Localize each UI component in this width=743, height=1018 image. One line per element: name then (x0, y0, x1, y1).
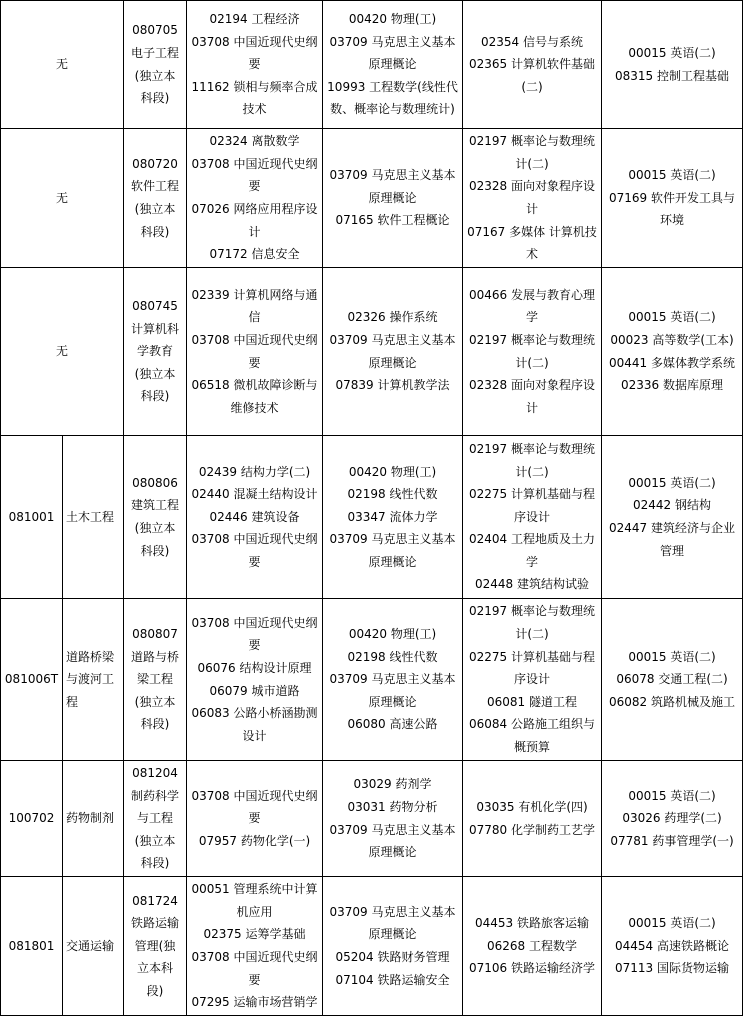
course-item: 03708 中国近现代史纲要 (191, 532, 318, 569)
new-major-code: 081724 (132, 893, 178, 908)
course-cell-3 (463, 599, 602, 761)
course-item: 02197 概率论与数理统计(二) (469, 441, 596, 479)
new-major-code: 080807 (132, 627, 178, 642)
course-cell-1 (187, 877, 323, 1016)
course-item: 02375 运筹学基础 (203, 927, 306, 942)
new-major-cell (124, 129, 187, 268)
table-body (1, 1, 743, 1016)
new-major-code: 080720 (132, 156, 178, 171)
course-item: 03026 药理学(二) (622, 811, 722, 826)
course-cell-1 (187, 1, 323, 129)
major-name-cell (63, 761, 124, 877)
course-item: 03035 有机化学(四) (476, 799, 588, 814)
course-item: 07169 软件开发工具与环境 (609, 190, 736, 228)
prereq-text: 无 (56, 57, 69, 72)
course-item: 03709 马克思主义基本原理概论 (329, 532, 456, 569)
course-cell-2 (323, 599, 463, 761)
new-major-name: 软件工程 (独立本 科段) (131, 179, 180, 239)
course-item: 03347 流体力学 (347, 509, 438, 524)
course-item: 03708 中国近现代史纲要 (191, 788, 318, 826)
new-major-code: 080705 (132, 23, 178, 38)
course-item: 02275 计算机基础与程序设计 (469, 649, 596, 687)
course-item: 03031 药物分析 (347, 799, 438, 814)
course-item: 07167 多媒体 计算机技术 (467, 224, 597, 262)
course-item: 00051 管理系统中计算机应用 (191, 882, 318, 919)
course-item: 07165 软件工程概论 (335, 213, 450, 228)
new-major-cell (124, 268, 187, 436)
course-item: 04454 高速铁路概论 (615, 938, 730, 953)
table-row (1, 268, 743, 436)
course-item: 03709 马克思主义基本原理概论 (329, 34, 456, 72)
table-row (1, 761, 743, 877)
course-item: 00420 物理(工) (348, 464, 437, 479)
major-name-cell (63, 599, 124, 761)
new-major-code: 080806 (132, 475, 178, 490)
course-item: 06268 工程数学 (487, 938, 578, 953)
course-cell-4 (602, 129, 743, 268)
course-cell-2 (323, 268, 463, 436)
course-item: 00015 英语(二) (628, 310, 716, 325)
course-item: 02442 钢结构 (633, 498, 712, 513)
course-cell-3 (463, 761, 602, 877)
course-item: 00023 高等数学(工本) (610, 332, 734, 347)
course-item: 02439 结构力学(二) (198, 464, 311, 479)
course-item: 06084 公路施工组织与概预算 (469, 717, 596, 754)
course-cell-3 (463, 436, 602, 599)
course-item: 02440 混凝土结构设计 (191, 487, 318, 502)
new-major-code: 080745 (132, 299, 178, 314)
table-row (1, 436, 743, 599)
new-major-name: 铁路运输 管理(独 立本科 段) (131, 916, 180, 998)
course-cell-1 (187, 761, 323, 877)
course-cell-1 (187, 129, 323, 268)
course-item: 02198 线性代数 (347, 487, 438, 502)
course-item: 06082 筑路机械及施工 (609, 694, 736, 709)
course-item: 02354 信号与系统 (481, 34, 584, 49)
course-item: 07106 铁路运输经济学 (469, 961, 596, 976)
course-item: 07839 计算机教学法 (335, 378, 450, 393)
course-cell-2 (323, 761, 463, 877)
course-item: 02198 线性代数 (347, 649, 438, 664)
old-major-code: 081801 (8, 938, 55, 953)
course-item: 07026 网络应用程序设计 (191, 202, 318, 239)
old-major-code: 081006T (4, 672, 59, 687)
course-item: 00015 英语(二) (628, 788, 716, 803)
course-item: 00015 英语(二) (628, 916, 716, 931)
table-row (1, 1, 743, 129)
course-item: 07780 化学制药工艺学 (469, 822, 596, 837)
course-item: 02324 离散数学 (209, 134, 300, 149)
major-code-cell (1, 877, 63, 1016)
course-item: 07957 药物化学(一) (198, 833, 311, 848)
new-major-code: 081204 (132, 766, 178, 781)
major-name-cell (63, 877, 124, 1016)
course-item: 07781 药事管理学(一) (610, 833, 734, 848)
course-item: 03709 马克思主义基本原理概论 (329, 168, 456, 205)
course-item: 04453 铁路旅客运输 (475, 916, 590, 931)
course-cell-4 (602, 761, 743, 877)
major-code-cell (1, 761, 63, 877)
course-item: 07172 信息安全 (209, 247, 300, 262)
course-cell-4 (602, 877, 743, 1016)
course-cell-1 (187, 268, 323, 436)
course-cell-4 (602, 436, 743, 599)
new-major-cell (124, 761, 187, 877)
course-cell-2 (323, 877, 463, 1016)
old-major-name: 道路桥梁与渡河工程 (66, 649, 115, 709)
course-item: 02336 数据库原理 (621, 378, 724, 393)
course-item: 00466 发展与教育心理学 (469, 287, 596, 325)
course-item: 06518 微机故障诊断与维修技术 (191, 378, 318, 415)
old-major-code: 100702 (8, 811, 55, 826)
major-name-cell (63, 436, 124, 599)
course-item: 00420 物理(工) (348, 627, 437, 642)
course-cell-3 (463, 268, 602, 436)
course-item: 06083 公路小桥涵勘测设计 (191, 706, 318, 743)
course-item: 00015 英语(二) (628, 649, 716, 664)
old-major-name: 交通运输 (66, 938, 115, 953)
new-major-name: 制药科学 与工程 (独立本 科段) (131, 788, 180, 871)
course-item: 03708 中国近现代史纲要 (191, 615, 318, 653)
major-code-cell (1, 436, 63, 599)
new-major-cell (124, 436, 187, 599)
course-item: 00420 物理(工) (348, 12, 437, 27)
table-row (1, 599, 743, 761)
course-item: 10993 工程数学(线性代数、概率论与数理统计) (327, 79, 458, 117)
course-item: 00015 英语(二) (628, 168, 716, 183)
course-item: 03709 马克思主义基本原理概论 (329, 822, 456, 860)
course-item: 03709 马克思主义基本原理概论 (329, 332, 456, 370)
course-item: 02339 计算机网络与通信 (191, 287, 318, 325)
course-cell-2 (323, 436, 463, 599)
course-item: 02446 建筑设备 (209, 509, 300, 524)
course-item: 02194 工程经济 (209, 12, 300, 27)
course-item: 02197 概率论与数理统计(二) (469, 332, 596, 370)
prereq-cell (1, 129, 124, 268)
new-major-name: 电子工程 (独立本 科段) (131, 45, 180, 106)
major-code-cell (1, 599, 63, 761)
course-cell-3 (463, 877, 602, 1016)
course-cell-4 (602, 268, 743, 436)
course-item: 03708 中国近现代史纲要 (191, 950, 318, 987)
course-item: 07113 国际货物运输 (615, 961, 730, 976)
course-cell-3 (463, 1, 602, 129)
course-item: 11162 锁相与频率合成技术 (191, 79, 318, 117)
course-item: 05204 铁路财务管理 (335, 950, 450, 964)
course-item: 02448 建筑结构试验 (475, 577, 590, 592)
course-cell-2 (323, 129, 463, 268)
course-item: 03709 马克思主义基本原理概论 (329, 904, 456, 942)
course-cell-4 (602, 599, 743, 761)
course-item: 06078 交通工程(二) (616, 672, 728, 687)
course-item: 02197 概率论与数理统计(二) (469, 134, 596, 171)
table-row (1, 129, 743, 268)
course-item: 07104 铁路运输安全 (335, 972, 450, 987)
new-major-name: 计算机科 学教育 (独立本 科段) (131, 321, 180, 404)
course-item: 03708 中国近现代史纲要 (191, 332, 318, 370)
new-major-cell (124, 599, 187, 761)
course-item: 00015 英语(二) (628, 45, 716, 60)
course-item: 08315 控制工程基础 (615, 68, 730, 83)
course-item: 02404 工程地质及土力学 (469, 532, 596, 569)
old-major-name: 药物制剂 (66, 811, 115, 826)
course-item: 06081 隧道工程 (487, 694, 578, 709)
new-major-cell (124, 1, 187, 129)
course-item: 03709 马克思主义基本原理概论 (329, 672, 456, 709)
course-cell-1 (187, 436, 323, 599)
course-item: 00015 英语(二) (628, 475, 716, 490)
course-item: 03708 中国近现代史纲要 (191, 34, 318, 72)
course-item: 02328 面向对象程序设计 (469, 378, 596, 415)
prereq-text: 无 (56, 344, 69, 359)
course-cell-3 (463, 129, 602, 268)
prereq-text: 无 (56, 190, 69, 205)
course-item: 06080 高速公路 (347, 717, 438, 732)
course-cell-1 (187, 599, 323, 761)
old-major-name: 土木工程 (66, 509, 115, 524)
new-major-name: 道路与桥 梁工程 (独立本 科段) (131, 649, 180, 732)
course-item: 03708 中国近现代史纲要 (191, 156, 318, 194)
course-item: 00441 多媒体教学系统 (609, 355, 736, 370)
prereq-cell (1, 1, 124, 129)
course-cell-2 (323, 1, 463, 129)
new-major-cell (124, 877, 187, 1016)
course-cell-4 (602, 1, 743, 129)
old-major-code: 081001 (8, 509, 55, 524)
course-item: 02326 操作系统 (347, 310, 438, 325)
prereq-cell (1, 268, 124, 436)
course-item: 03029 药剂学 (353, 777, 432, 792)
table-row (1, 877, 743, 1016)
new-major-name: 建筑工程 (独立本 科段) (131, 498, 180, 558)
course-item: 02197 概率论与数理统计(二) (469, 604, 596, 642)
course-item: 02275 计算机基础与程序设计 (469, 487, 596, 524)
course-item: 02365 计算机软件基础(二) (469, 57, 596, 94)
course-item: 02447 建筑经济与企业管理 (609, 521, 736, 558)
course-item: 02328 面向对象程序设计 (469, 179, 596, 216)
course-item: 06076 结构设计原理 (197, 660, 312, 675)
course-item: 06079 城市道路 (209, 683, 300, 698)
course-item: 07295 运输市场营销学 (191, 995, 318, 1010)
